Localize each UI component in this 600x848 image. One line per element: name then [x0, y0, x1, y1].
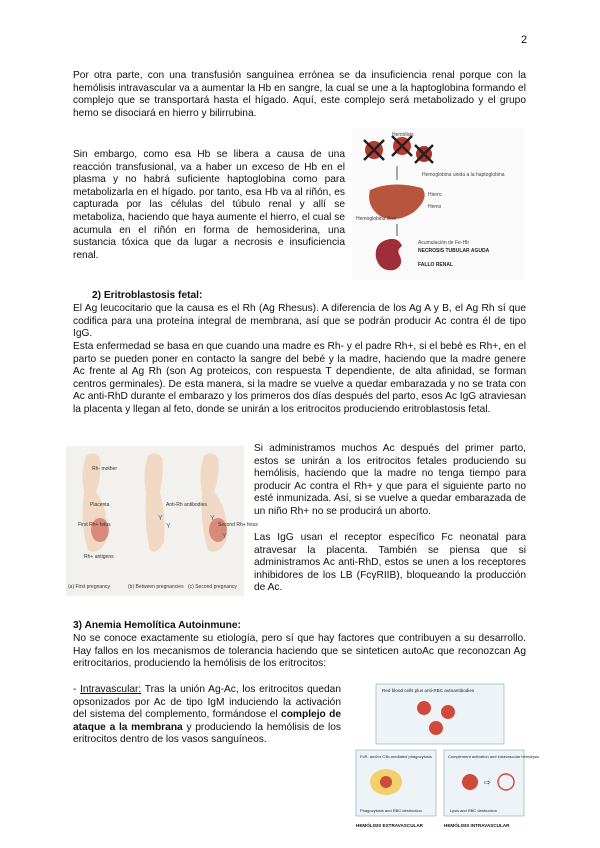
- fig2-label-placenta: Placenta: [90, 502, 110, 508]
- renal-failure-figure: [352, 128, 524, 280]
- fig2-label-rh-mother: Rh- mother: [92, 466, 118, 472]
- fig1-label-acumulacion: Acumulación de Fe-Hb: [418, 240, 469, 246]
- section2-para1: El Ag leucocitario que la causa es el Rh (Ag Rhesus). A diferencia de los Ag A y B, el Ag Rh sí que codifica para una proteína integral de membrana, así que se podrán producir Ac contra él de tipo IgG.: [73, 303, 526, 340]
- fig2-label-second-fetus: Second Rh+ fetus: [218, 522, 258, 528]
- liver-icon: [369, 184, 425, 219]
- svg-text:Y: Y: [166, 523, 171, 530]
- fig3-left-label: FcR- and/or C3b-mediated phagocytosis: [360, 754, 432, 759]
- section2-para3: Si administramos muchos Ac después del primer parto, estos se unirán a los eritrocitos fetales produciendo su hemólisis, haciendo que la madre no tenga tiempo para producir Ac contra el Rh+ y que para el siguiente parto no esté inmunizada. Así, si se vuelve a quedar embarazada de un niño Rh+ no se producirá un aborto.: [254, 443, 526, 517]
- intravascular-paragraph: - Intravascular: Tras la unión Ag-Ac, los eritrocitos quedan opsonizados por Ac de tipo IgM induciendo la activación del sistema del complemento, formándose el complejo de ataque a la membrana y produciendo la hemólisis de los eritrocitos dentro de los vasos sanguíneos.: [73, 684, 342, 746]
- svg-text:Y: Y: [210, 515, 215, 522]
- fig2-label-first-fetus: First Rh+ fetus: [78, 522, 111, 528]
- section2-para2: Esta enfermedad se basa en que cuando una madre es Rh- y el padre Rh+, si el bebé es Rh+, en el parto se pueden poner en contacto la sangre del bebé y la madre, haciendo que la madre genere Ac frente al Ag Rh (son Ag proteicos, con respuesta T dependiente, de alta afinidad, se forman centros germinales). De esta manera, si la madre se vuelve a quedar embarazada y no se trata con Ac anti-RhD durante el embarazo y los primeros dos días después del parto, esos Ac IgG atraviesan la placenta y llegan al feto, donde se unirán a los eritrocitos produciendo eritroblastosis fetal.: [73, 341, 527, 415]
- fig2-label-antibodies: Anti-Rh antibodies: [166, 502, 207, 508]
- fig1-label-necrosis: NECROSIS TUBULAR AGUDA: [418, 248, 490, 254]
- intro-paragraph: Por otra parte, con una transfusión sanguínea errónea se da insuficiencia renal porque con la hemólisis intravascular va a aumentar la Hb en sangre, la cual se une a la haptoglobina formando el complejo que se transportará hasta el hígado. Aquí, este complejo será metabolizado y el grupo hemo se disociará en hierro y bilirrubina.: [73, 70, 526, 119]
- intravascular-term: Intravascular:: [80, 684, 142, 695]
- fig1-label-hemo: Hemo: [428, 204, 442, 210]
- fig1-label-hapto: Hemoglobina unida a la haptoglobina: [422, 172, 505, 178]
- rh-pregnancy-figure: [66, 446, 258, 596]
- fig3-top-label: Red blood cells plus anti-RBC autoantibodies: [382, 688, 475, 693]
- fig1-label-hemolisis: Hemólisis: [392, 132, 414, 138]
- fig3-left-bottom: Phagocytosis and RBC destruction: [360, 808, 422, 813]
- phagocyte-icon: [370, 769, 402, 795]
- svg-text:Y: Y: [158, 515, 163, 522]
- fig3-right-label: Complement activation and intravascular hemolysis: [448, 754, 540, 759]
- renal-paragraph: Sin embargo, como esa Hb se libera a causa de una reacción transfusional, va a haber un exceso de Hb en el plasma y no habrá suficiente haptoglobina como para metabolizarla en el hígado. por tanto, esa Hb va al riñón, es capturada por las células del túbulo renal y allí se metaboliza, haciendo que haya aumente el hierro, el cual se acumula en el riñón en forma de hemosiderina, una sustancia tóxica que da lugar a necrosis e insuficiencia renal.: [73, 149, 345, 261]
- mother-silhouette-2: [144, 453, 164, 551]
- crossed-rbc-icon: [364, 136, 433, 163]
- fig3-caption-intravascular: HEMÓLISIS INTRAVASCULAR: [444, 823, 510, 828]
- fig2-caption-c: (c) Second pregnancy: [188, 584, 237, 590]
- fig3-caption-extravascular: HEMÓLISIS EXTRAVASCULAR: [356, 823, 423, 828]
- svg-text:⇨: ⇨: [484, 778, 491, 787]
- section2-heading: 2) Eritroblastosis fetal:: [92, 290, 203, 301]
- hemolysis-figure: [352, 682, 540, 830]
- svg-text:Y: Y: [222, 533, 227, 540]
- section2-para4: Las IgG usan el receptor específico Fc neonatal para atravesar la placenta. También se piensa que si administramos Ac anti-RhD, estos se unen a los receptores inhibidores de los LB (FcγRIIB), bloqueando la producción de Ac.: [254, 532, 526, 594]
- fig2-label-rh-antigens: Rh+ antigens: [84, 554, 114, 560]
- fig1-label-hierro: Hierro: [428, 192, 442, 198]
- section3-heading: 3) Anemia Hemolítica Autoinmune:: [73, 620, 241, 631]
- fig3-right-bottom: Lysis and RBC destruction: [450, 808, 497, 813]
- fig2-caption-a: (a) First pregnancy: [68, 584, 110, 590]
- fig1-label-hb-libre: Hemoglobina libre: [356, 216, 397, 222]
- kidney-icon: [376, 239, 402, 270]
- page-number: 2: [521, 34, 528, 46]
- fig2-caption-b: (b) Between pregnancies: [128, 584, 184, 590]
- section3-para1: No se conoce exactamente su etiología, pero sí que hay factores que contribuyen a su desarrollo. Hay fallos en los mecanismos de tolerancia haciendo que se sinteticen autoAc que reconozcan Ag eritrocitarios, produciendo la hemólisis de los eritrocitos:: [73, 633, 526, 670]
- fig1-label-fallo: FALLO RENAL: [418, 262, 453, 268]
- mac-term: complejo de ataque a la membrana: [73, 709, 341, 733]
